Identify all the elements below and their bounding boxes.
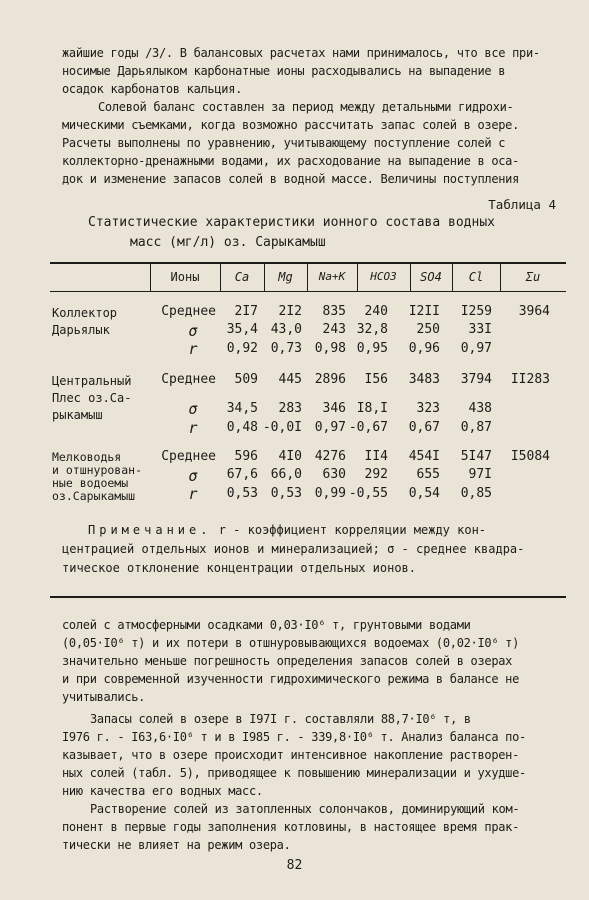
table-cell: 66,0 [270,467,302,482]
balance-paragraph [62,98,562,188]
table-title-line: масс (мг/л) оз. Сарыкамыш [130,235,326,250]
page-number: 82 [286,858,303,873]
text-line: жайшие годы /3/. В балансовых расчетах нами принималось, что все при- [62,46,540,60]
text-line: осадок карбонатов кальция. [62,82,243,96]
header-ions: Ионы [170,270,200,284]
label-line: рыкамыш [52,408,103,422]
text-line: тически не влияет на режим озера. [62,838,291,852]
header-hco3: HCO3 [370,270,397,283]
text-line: ных солей (табл. 5), приводящее к повышению минерализации и ухудше- [62,766,526,780]
label-line: Мелководья [52,450,122,464]
intro-paragraph [62,44,562,98]
text-line: Растворение солей из затопленных солончаков, доминирующий ком- [90,802,520,816]
table-cell: 630 [322,467,346,482]
table-cell: 4276 [314,449,346,464]
label-line: Центральный [52,374,132,388]
text-line: Запасы солей в озере в I97I г. составляли 88,7·I0⁶ т, в [90,712,471,726]
stat-label: Среднее [161,449,216,464]
table-cell: 438 [468,401,492,416]
table-cell: 4I0 [278,449,302,464]
table-cell: 835 [322,304,346,319]
table-cell: 43,0 [270,322,302,337]
text-line: коллекторно-дренажными водами, их расходование на выпадение в оса- [62,154,520,168]
note-line: центрацией отдельных ионов и минерализацией; σ - среднее квадра- [62,542,525,556]
stat-label: σ [188,467,198,485]
header-mg: Mg [278,270,293,284]
table-cell: 283 [278,401,302,416]
table-cell: 35,4 [226,322,258,337]
stat-label: σ [188,400,198,418]
note-line: тическое отклонение концентрации отдельных ионов. [62,561,417,575]
table-cell: 0,99 [314,486,346,501]
table-cell: I259 [460,304,492,319]
text-line: Расчеты выполнены по уравнению, учитывающему поступление солей с [62,136,506,150]
stat-label: r [188,419,198,437]
table-cell: 67,6 [226,467,258,482]
table-cell: 33I [468,322,492,337]
table-cell: 0,97 [314,420,346,435]
table-cell: I5084 [510,449,550,464]
table-cell: 34,5 [226,401,258,416]
header-sum: Σu [525,270,541,284]
stat-label: σ [188,322,198,340]
table-cell: 0,85 [460,486,492,501]
label-line: и отшнурован- [52,463,143,477]
table-header-rule [50,291,566,292]
table-cell: 323 [416,401,440,416]
text-line: док и изменение запасов солей в водной массе. Величины поступления [62,172,520,186]
table-bottom-rule [50,596,566,598]
text-line: Солевой баланс составлен за период между детальными гидрохи- [98,100,514,114]
note-text: r - коэффициент корреляции между кон- [218,523,487,537]
label-line: Коллектор [52,306,118,320]
text-line: (0,05·I0⁶ т) и их потери в отшнуровывающихся водоемах (0,02·I0⁶ т) [62,636,520,650]
table-cell: 445 [278,372,302,387]
table-cell: 5I47 [460,449,492,464]
table-cell: 2896 [314,372,346,387]
table-cell: -0,0I [262,420,302,435]
text-line: I976 г. - I63,6·I0⁶ т и в I985 г. - 339,8·I0⁶ т. Анализ баланса по- [62,730,526,744]
table-cell: 2I7 [234,304,258,319]
table-cell: -0,67 [348,420,388,435]
table-cell: 0,92 [226,341,258,356]
table-cell: 243 [322,322,346,337]
table-cell: 2I2 [278,304,302,319]
text-line: значительно меньше погрешность определения запасов солей в озерах [62,654,513,668]
table-cell: 97I [468,467,492,482]
table-cell: 0,73 [270,341,302,356]
table-cell: 0,95 [356,341,388,356]
table-cell: 0,54 [408,486,440,501]
table-cell: 596 [234,449,258,464]
stat-label: Среднее [161,304,216,319]
table-cell: 346 [322,401,346,416]
label-line: оз.Сарыкамыш [52,489,136,503]
reserves-paragraph [62,710,562,800]
text-line: солей с атмосферными осадками 0,03·I0⁶ т, грунтовыми водами [62,618,471,632]
table-cell: 250 [416,322,440,337]
stat-label: r [188,340,198,358]
stat-label: Среднее [161,372,216,387]
table-cell: 32,8 [356,322,388,337]
table-cell: -0,55 [348,486,388,501]
table-cell: 240 [364,304,388,319]
table-title-line: Статистические характеристики ионного состава водных [88,215,495,230]
text-line: учитывались. [62,690,146,704]
table-title [88,213,528,253]
dissolution-paragraph [62,800,562,854]
label-line: Плес оз.Са- [52,391,132,405]
table-caption: Таблица 4 [488,197,556,212]
text-line: мическими съемками, когда возможно рассчитать запас солей в озере. [62,118,520,132]
text-line: понент в первые годы заполнения котловины, в настоящее время прак- [62,820,520,834]
label-line: Дарьялык [52,323,110,337]
row-group-label [52,451,142,503]
header-ca: Ca [234,270,250,284]
table-cell: 0,87 [460,420,492,435]
table-cell: 454I [408,449,440,464]
text-line: и при современной изученности гидрохимического режима в балансе не [62,672,520,686]
table-cell: 0,53 [270,486,302,501]
table-cell: 509 [234,372,258,387]
note-heading: Примечание. [88,523,212,537]
table-cell: 0,97 [460,341,492,356]
stat-label: r [188,485,198,503]
table-cell: 655 [416,467,440,482]
text-line: казывает, что в озере происходит интенсивное накопление растворен- [62,748,520,762]
table-cell: 292 [364,467,388,482]
table-cell: 0,98 [314,341,346,356]
table-cell: 0,53 [226,486,258,501]
text-line: нию качества его водных масс. [62,784,263,798]
table-cell: 0,67 [408,420,440,435]
continuation-paragraph [62,616,562,706]
table-cell: I2II [408,304,440,319]
row-group-label [52,305,117,339]
note-line [62,521,572,540]
text-line: носимые Дарьялыком карбонатные ионы расходывались на выпадение в [62,64,506,78]
table-cell: 3794 [460,372,492,387]
table-cell: I56 [364,372,388,387]
table-cell: 3483 [408,372,440,387]
label-line: ные водоемы [52,476,129,490]
table-cell: II4 [364,449,388,464]
header-so4: SO4 [420,270,442,284]
table-cell: 0,96 [408,341,440,356]
row-group-label [52,373,131,424]
table-cell: I8,I [356,401,388,416]
table-cell: 0,48 [226,420,258,435]
table-cell: 3964 [518,304,550,319]
table-cell: II283 [510,372,550,387]
header-cl: Cl [468,270,484,284]
table-top-rule [50,262,566,264]
header-na-k: Na+K [318,270,346,283]
table-note [62,521,572,578]
